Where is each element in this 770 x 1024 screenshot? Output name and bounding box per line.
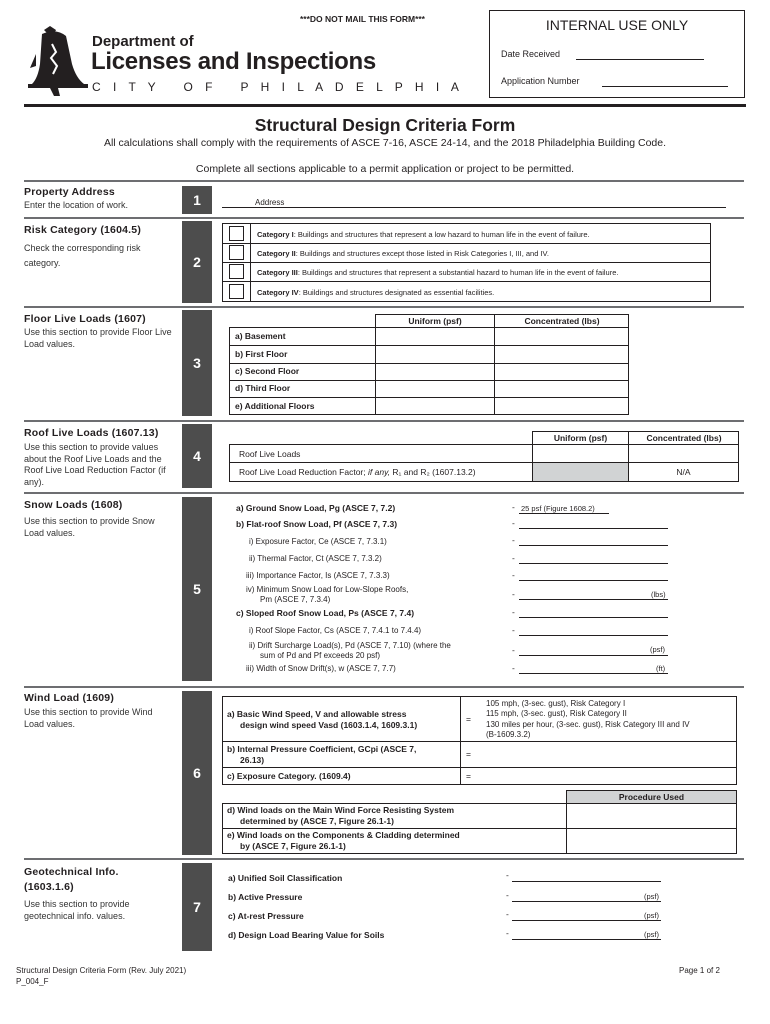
- geo-dash-c: -: [506, 909, 509, 919]
- section-1-desc: Enter the location of work.: [24, 200, 129, 210]
- snow-item-c-ii-line2: sum of Pd and Pf exceeds 20 psf): [260, 651, 381, 660]
- snow-field-b-ii[interactable]: [519, 563, 668, 564]
- wind-row-a-value-2: 115 mph, (3-sec. gust), Risk Category II: [486, 709, 627, 718]
- section-7-desc: Use this section to provide geotechnical info. values.: [24, 899, 130, 921]
- snow-field-c-i[interactable]: [519, 635, 668, 636]
- snow-item-a: a) Ground Snow Load, Pg (ASCE 7, 7.2): [236, 503, 396, 513]
- risk-category-1-name: Category I: [257, 230, 294, 239]
- snow-item-b-iv: iv) Minimum Snow Load for Low-Slope Roofs,: [246, 585, 409, 594]
- floor-row-additional: e) Additional Floors: [235, 401, 315, 411]
- footer-form-code: P_004_F: [16, 977, 49, 986]
- geo-field-b[interactable]: [512, 901, 661, 902]
- risk-category-3-name: Category III: [257, 268, 298, 277]
- risk-category-3-checkbox[interactable]: [229, 264, 244, 279]
- address-label: Address: [255, 198, 285, 207]
- wind-row-a-line1: a) Basic Wind Speed, V and allowable stress: [227, 709, 407, 719]
- wind-load-table: [222, 696, 737, 785]
- wind-row-e-line2: by (ASCE 7, Figure 26.1-1): [240, 841, 346, 851]
- snow-field-b-i[interactable]: [519, 545, 668, 546]
- roof-row-live-loads: Roof Live Loads: [239, 449, 301, 459]
- date-received-label: Date Received: [501, 49, 561, 59]
- snow-dash-b-ii: -: [512, 553, 515, 563]
- form-instruction: Complete all sections applicable to a permit application or project to be permitted.: [195, 163, 575, 175]
- geo-field-a[interactable]: [512, 881, 661, 882]
- snow-unit-c-ii: (psf): [650, 645, 665, 654]
- snow-field-c-iii[interactable]: [519, 673, 668, 674]
- geo-unit-c: (psf): [644, 911, 659, 920]
- footer-page: Page 1 of 2: [679, 966, 720, 975]
- geo-field-c[interactable]: [512, 920, 661, 921]
- risk-category-2-checkbox[interactable]: [229, 245, 244, 260]
- floor-row-first: b) First Floor: [235, 349, 288, 359]
- internal-use-title: INTERNAL USE ONLY: [545, 17, 689, 33]
- risk-category-1-checkbox[interactable]: [229, 226, 244, 241]
- section-2-number: 2: [182, 221, 212, 303]
- wind-row-a-eq: =: [466, 714, 471, 724]
- section-4-desc: Use this section to provide values about the Roof Live Loads and the Roof Live Load Reduction Factor (if any).: [24, 442, 166, 487]
- snow-dash-c-i: -: [512, 625, 515, 635]
- section-3-rule: [24, 306, 744, 308]
- floor-col-uniform: Uniform (psf): [408, 316, 462, 326]
- snow-field-a[interactable]: [519, 513, 609, 514]
- section-4-label: Roof Live Loads (1607.13): [24, 427, 159, 439]
- roof-reduction-post: R₁ and R₂ (1607.13.2): [390, 467, 476, 477]
- risk-category-1: [257, 230, 590, 239]
- snow-item-c: c) Sloped Roof Snow Load, Ps (ASCE 7, 7.4): [236, 608, 415, 618]
- section-3-desc: Use this section to provide Floor Live Load values.: [24, 327, 172, 349]
- dept-line2: Licenses and Inspections: [91, 48, 376, 75]
- geo-dash-a: -: [506, 870, 509, 880]
- geo-item-c: c) At-rest Pressure: [228, 911, 304, 921]
- roof-na-value: N/A: [676, 467, 691, 477]
- application-number-field[interactable]: [602, 86, 728, 87]
- snow-field-b-iii[interactable]: [519, 580, 668, 581]
- roof-row-reduction-factor: [239, 467, 476, 477]
- snow-field-c[interactable]: [519, 617, 668, 618]
- wind-row-a-value-1: 105 mph, (3-sec. gust), Risk Category I: [486, 699, 626, 708]
- snow-unit-c-iii: (ft): [656, 664, 666, 673]
- risk-category-2-name: Category II: [257, 249, 296, 258]
- geo-field-d[interactable]: [512, 939, 661, 940]
- snow-item-c-iii: iii) Width of Snow Drift(s), w (ASCE 7, 7.7): [246, 664, 396, 673]
- floor-row-basement: a) Basement: [235, 331, 286, 341]
- snow-field-c-ii[interactable]: [519, 655, 668, 656]
- wind-row-b-line2: 26.13): [240, 755, 265, 765]
- snow-dash-b-iii: -: [512, 570, 515, 580]
- address-field[interactable]: [222, 207, 726, 208]
- floor-live-loads-table: [229, 327, 629, 415]
- application-number-label: Application Number: [501, 76, 580, 86]
- snow-item-c-ii: ii) Drift Surcharge Load(s), Pd (ASCE 7, 7.10) (where the: [249, 641, 451, 650]
- wind-row-a-value-3: 130 miles per hour, (3-sec. gust), Risk Category III and IV: [486, 720, 690, 729]
- section-3-label: Floor Live Loads (1607): [24, 313, 146, 325]
- roof-col-concentrated: Concentrated (lbs): [646, 433, 722, 443]
- wind-row-c-eq: =: [466, 771, 471, 781]
- dept-line1: Department of: [92, 33, 194, 50]
- risk-category-1-text: : Buildings and structures that represent a low hazard to human life in the event of failure.: [293, 230, 590, 239]
- section-1-number: 1: [182, 186, 212, 214]
- geo-dash-b: -: [506, 890, 509, 900]
- header-rule: [24, 104, 746, 107]
- wind-row-b-eq: =: [466, 749, 471, 759]
- dept-line3: C I T Y O F P H I L A D E L P H I A: [92, 80, 464, 94]
- section-5-label: Snow Loads (1608): [24, 499, 123, 511]
- risk-category-4-checkbox[interactable]: [229, 284, 244, 299]
- snow-item-b-i: i) Exposure Factor, Ce (ASCE 7, 7.3.1): [249, 537, 387, 546]
- geo-unit-b: (psf): [644, 892, 659, 901]
- section-4-rule: [24, 420, 744, 422]
- wind-row-d-line2: determined by (ASCE 7, Figure 26.1-1): [240, 816, 394, 826]
- roof-reduction-ital: if any,: [368, 467, 391, 477]
- form-subtitle: All calculations shall comply with the requirements of ASCE 7-16, ASCE 24-14, and the 2018 Philadelphia Building Code.: [103, 137, 667, 149]
- snow-item-c-i: i) Roof Slope Factor, Cs (ASCE 7, 7.4.1 to 7.4.4): [249, 626, 422, 635]
- wind-row-d-line1: d) Wind loads on the Main Wind Force Resisting System: [227, 805, 455, 815]
- risk-category-4-text: : Buildings and structures designated as essential facilities.: [298, 288, 495, 297]
- wind-row-c: c) Exposure Category. (1609.4): [227, 771, 351, 781]
- snow-dash-b-i: -: [512, 535, 515, 545]
- risk-category-4: [257, 288, 494, 297]
- floor-live-loads-header: [375, 314, 629, 328]
- snow-item-b-iv-line2: Pm (ASCE 7, 7.3.4): [260, 595, 331, 604]
- risk-category-2: [257, 249, 549, 258]
- section-2-rule: [24, 217, 744, 219]
- liberty-bell-logo: [26, 24, 88, 96]
- procedure-used-header: [566, 790, 737, 804]
- geo-item-d: d) Design Load Bearing Value for Soils: [228, 930, 385, 940]
- internal-use-box: [489, 10, 745, 98]
- section-5-desc: Use this section to provide Snow Load values.: [24, 516, 155, 538]
- snow-field-b[interactable]: [519, 528, 668, 529]
- section-4-number: 4: [182, 424, 212, 488]
- form-title: Structural Design Criteria Form: [254, 115, 516, 135]
- footer-form-name: Structural Design Criteria Form (Rev. July 2021): [16, 966, 187, 975]
- do-not-mail-notice: ***DO NOT MAIL THIS FORM***: [300, 14, 425, 24]
- floor-row-second: c) Second Floor: [235, 366, 300, 376]
- floor-row-third: d) Third Floor: [235, 383, 291, 393]
- section-2-label: Risk Category (1604.5): [24, 224, 142, 236]
- snow-dash-c-ii: -: [512, 645, 515, 655]
- procedure-used-label: Procedure Used: [618, 792, 685, 802]
- section-5-rule: [24, 492, 744, 494]
- section-7-rule: [24, 858, 744, 860]
- snow-item-b-iii: iii) Importance Factor, Is (ASCE 7, 7.3.3): [246, 571, 390, 580]
- snow-dash-a: -: [512, 502, 515, 512]
- snow-field-b-iv[interactable]: [519, 599, 668, 600]
- snow-dash-c: -: [512, 607, 515, 617]
- geo-unit-d: (psf): [644, 930, 659, 939]
- roof-live-loads-header: [532, 431, 739, 445]
- section-3-number: 3: [182, 310, 212, 416]
- risk-category-2-text: : Buildings and structures except those listed in Risk Categories I, III, and IV.: [295, 249, 549, 258]
- snow-item-b-ii: ii) Thermal Factor, Ct (ASCE 7, 7.3.2): [249, 554, 382, 563]
- geo-item-a: a) Unified Soil Classification: [228, 873, 343, 883]
- risk-category-3-text: : Buildings and structures that represent a substantial hazard to human life in the event of failure.: [297, 268, 619, 277]
- snow-item-b: b) Flat-roof Snow Load, Pf (ASCE 7, 7.3): [236, 519, 398, 529]
- section-2-desc: Check the corresponding risk category.: [24, 243, 141, 268]
- wind-procedure-table: [222, 803, 737, 854]
- section-1-label: Property Address: [24, 186, 115, 198]
- snow-dash-c-iii: -: [512, 663, 515, 673]
- risk-category-4-name: Category IV: [257, 288, 299, 297]
- risk-category-table: [222, 223, 711, 302]
- snow-value-a: 25 psf (Figure 1608.2): [521, 504, 595, 513]
- date-received-field[interactable]: [576, 59, 704, 60]
- roof-live-loads-table: [229, 444, 739, 482]
- roof-na-cell: [533, 463, 628, 481]
- wind-row-b-line1: b) Internal Pressure Coefficient, GCpi (ASCE 7,: [227, 744, 417, 754]
- section-6-number: 6: [182, 691, 212, 855]
- roof-col-uniform: Uniform (psf): [553, 433, 608, 443]
- section-7-number: 7: [182, 863, 212, 951]
- geo-item-b: b) Active Pressure: [228, 892, 303, 902]
- wind-row-e-line1: e) Wind loads on the Components & Cladding determined: [227, 830, 460, 840]
- section-6-rule: [24, 686, 744, 688]
- section-6-label: Wind Load (1609): [24, 692, 115, 704]
- wind-row-a-value-4: (B-1609.3.2): [486, 730, 531, 739]
- geo-dash-d: -: [506, 928, 509, 938]
- snow-dash-b-iv: -: [512, 589, 515, 599]
- section-5-number: 5: [182, 497, 212, 681]
- risk-category-3: [257, 268, 618, 277]
- floor-col-concentrated: Concentrated (lbs): [524, 316, 600, 326]
- section-6-desc: Use this section to provide Wind Load values.: [24, 707, 153, 729]
- section-1-rule: [24, 180, 744, 182]
- roof-reduction-pre: Roof Live Load Reduction Factor;: [239, 467, 368, 477]
- wind-row-a-line2: design wind speed Vasd (1603.1.4, 1609.3.1): [240, 720, 418, 730]
- snow-unit-b-iv: (lbs): [651, 590, 666, 599]
- snow-dash-b: -: [512, 518, 515, 528]
- section-7-label: Geotechnical Info. (1603.1.6): [24, 866, 119, 893]
